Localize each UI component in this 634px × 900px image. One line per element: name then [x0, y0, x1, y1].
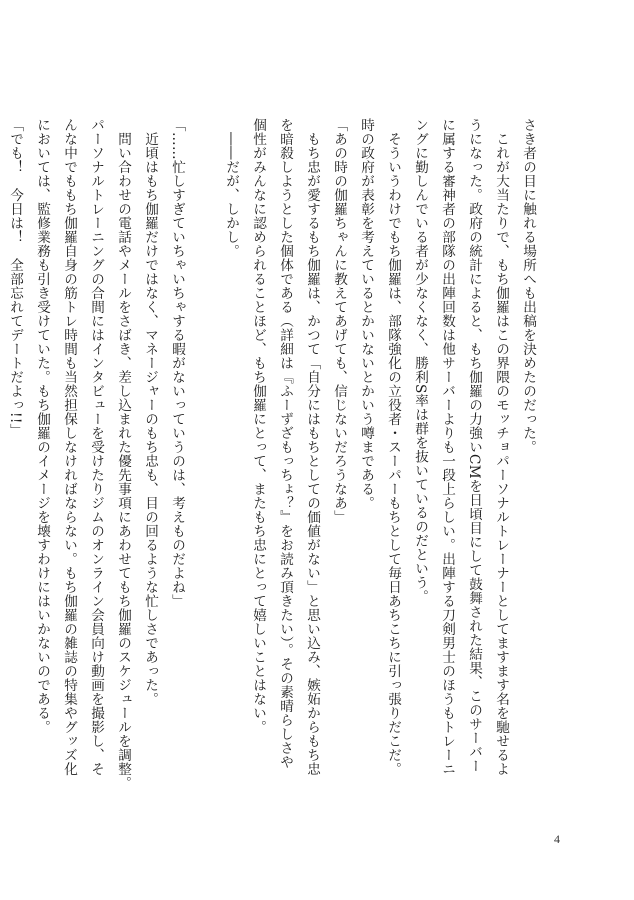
blank-line: [190, 118, 217, 728]
text-line: これが大当たりで、もち伽羅はこの界隈のモッチョパーソナルトレーナーとしてますます名を馳せるよ: [493, 118, 509, 776]
text-line: さき者の目に触れる場所へも出稿を決めたのだった。: [520, 118, 536, 454]
text-line: もち忠が愛するもち伽羅は、かつて「自分にはもちとしての価値がない」と思い込み、嫉妬からもち忠: [304, 118, 320, 776]
text-line: そういうわけでもち伽羅は、部隊強化の立役者・スーパーもちとして毎日あちこちに引っ張りだこだ。: [385, 118, 401, 776]
text-line: 問い合わせの電話やメールをさばき、差し込まれた優先事項にあわせてもち伽羅のスケジュールを調整。: [115, 118, 131, 790]
text-line: ――だが、しかし。: [223, 118, 239, 258]
text-line: んな中でももち伽羅自身の筋トレ時間も当然担保しなければならない。もち伽羅の雑誌の特集やグッズ化: [61, 118, 77, 776]
text-line: 「でも！ 今日は！ 全部忘れてデートだよっ!!」: [7, 118, 23, 438]
text-line: うになった。政府の統計によると、もち伽羅の力強いCMを日頃目にして鼓舞された結果、このサーバー: [466, 118, 482, 774]
text-line: 時の政府が表彰を考えているとかいないとかいう噂まである。: [358, 118, 374, 510]
text-line: 個性がみんなに認められることほど、もち伽羅にとって、またもち忠にとって嬉しいことはない。: [250, 118, 266, 734]
page-number: 4: [554, 832, 560, 846]
vertical-text-body: [7, 118, 541, 790]
text-line: 近頃はもち伽羅だけではなく、マネージャーのもち忠も、目の回るような忙しさであった。: [142, 118, 158, 706]
text-line: 「あの時の伽羅ちゃんに教えてあげても、信じないだろうなあ」: [331, 118, 347, 524]
text-line: ングに勤しんでいる者が少なくなく、勝利S率は群を抜いているのだという。: [412, 118, 428, 604]
text-line: パーソナルトレーニングの合間にはインタビューを受けたりジムのオンライン会員向け動画を撮影し、そ: [88, 118, 104, 776]
text-line: 「……忙しすぎていちゃいちゃする暇がないっていうのは、考えものだよね」: [169, 118, 185, 608]
text-line: においては、監修業務も引き受けていた。もち伽羅のイメージを壊すわけにはいかないのである。: [34, 118, 50, 734]
text-line: に属する審神者の部隊の出陣回数は他サーバーよりも一段上らしい。出陣する刀剣男士のほうもトレーニ: [439, 118, 455, 776]
text-line: を暗殺しようとした個体である（詳細は『ふーずざもっちょ？』をお読み頂きたい）。その素晴らしさや: [277, 118, 293, 770]
